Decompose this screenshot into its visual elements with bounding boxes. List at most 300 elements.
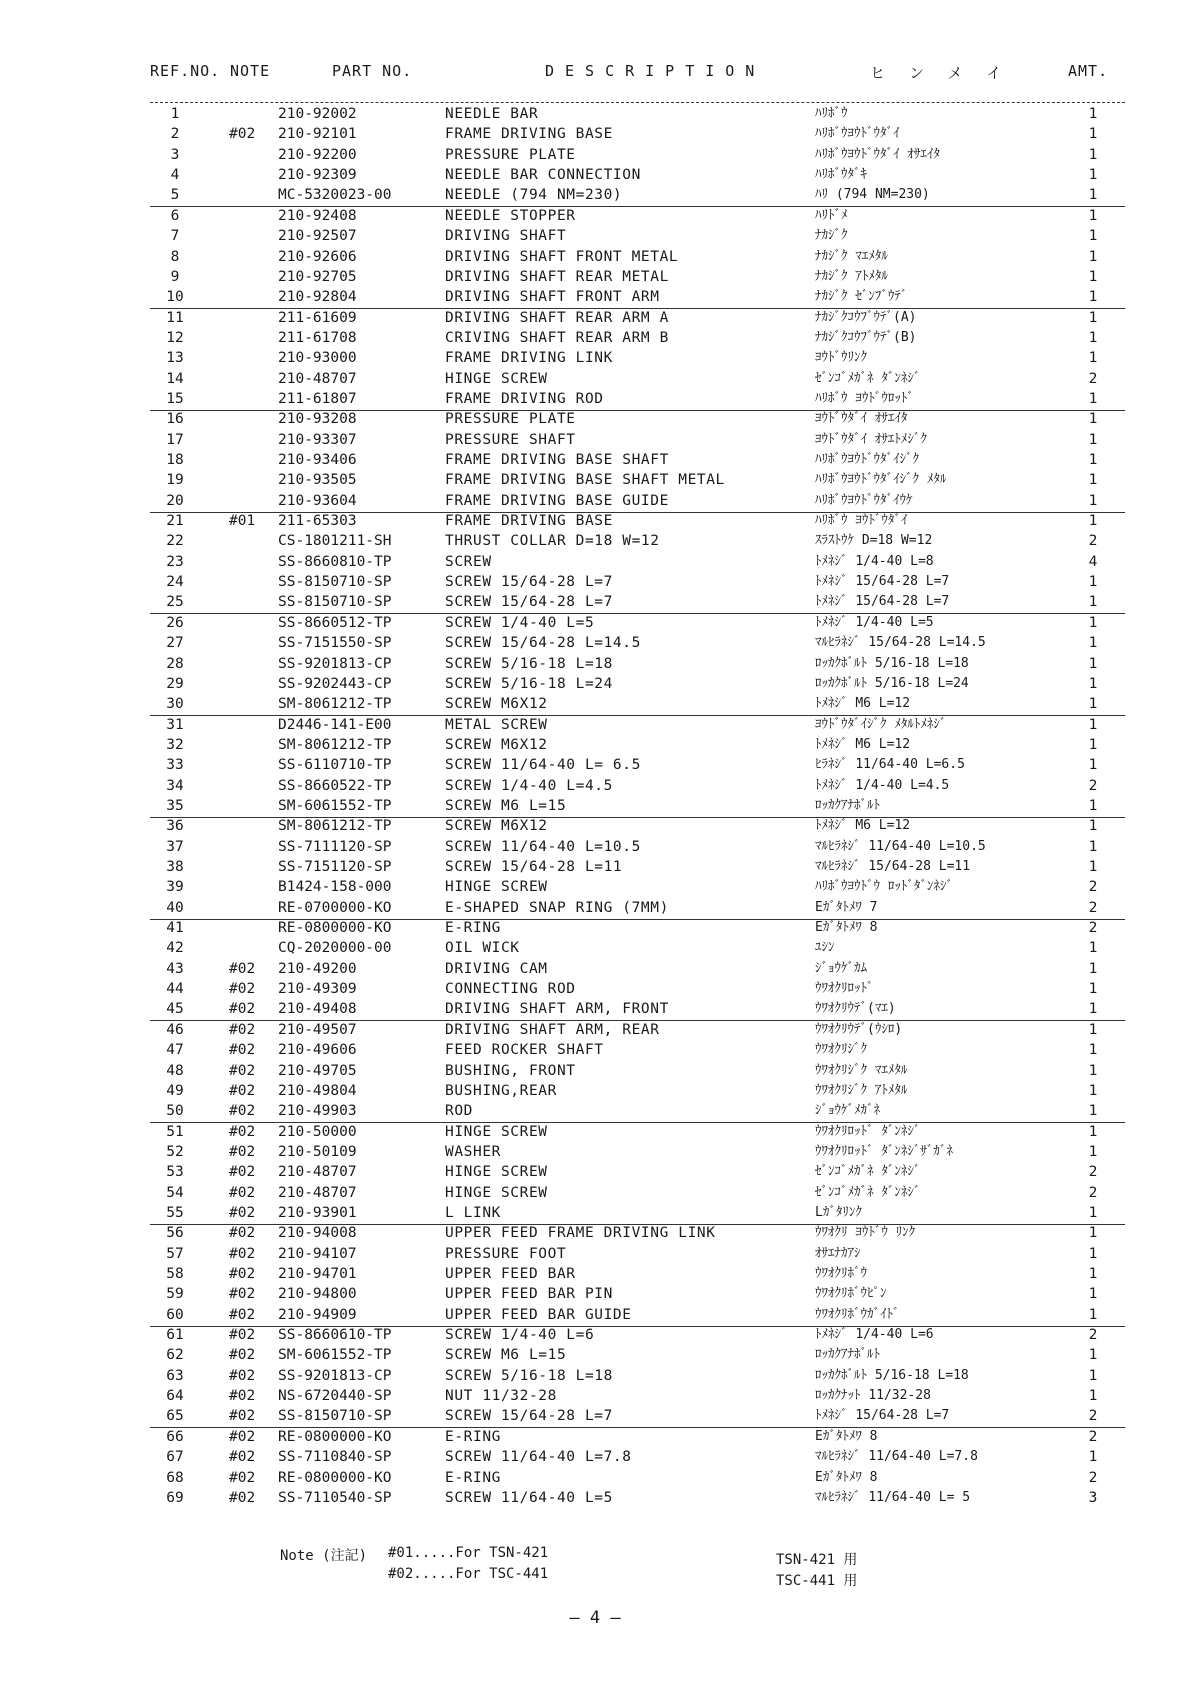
ref-no-cell: 50 <box>166 1103 184 1120</box>
ref-no-cell: 19 <box>166 472 184 489</box>
ref-no-cell: 58 <box>166 1266 184 1282</box>
table-row <box>0 959 1190 979</box>
description-cell: OIL WICK <box>445 940 520 957</box>
table-row <box>0 938 1190 958</box>
amt-cell: 1 <box>1088 228 1098 245</box>
kana-cell: ﾄﾒﾈｼﾞ M6 L=12 <box>815 818 911 834</box>
amt-cell: 1 <box>1088 1123 1098 1140</box>
description-cell: SCREW <box>445 553 492 570</box>
table-row <box>0 898 1190 918</box>
description-cell: SCREW M6 L=15 <box>445 797 567 814</box>
amt-cell: 1 <box>1088 1143 1098 1160</box>
kana-cell: ﾖｳﾄﾞｳﾀﾞｲ ｵｻｴｲﾀ <box>815 411 908 427</box>
note-cell: #02 <box>229 1164 256 1181</box>
part-no-cell: 210-93505 <box>278 472 357 489</box>
description-cell: FEED ROCKER SHAFT <box>445 1042 604 1059</box>
amt-cell: 1 <box>1088 1245 1098 1262</box>
note-jp-2: TSC-441 用 <box>776 1573 858 1589</box>
table-row <box>0 999 1190 1019</box>
amt-cell: 1 <box>1088 1306 1098 1323</box>
ref-no-cell: 37 <box>166 838 184 855</box>
description-cell: BUSHING,REAR <box>445 1082 557 1099</box>
table-row <box>0 1325 1190 1345</box>
part-no-cell: 210-49408 <box>278 1001 357 1018</box>
kana-cell: ﾏﾙﾋﾗﾈｼﾞ 11/64-40 L=7.8 <box>815 1449 978 1465</box>
amt-cell: 1 <box>1088 492 1098 509</box>
ref-no-cell: 3 <box>170 146 180 163</box>
ref-no-cell: 40 <box>166 899 184 916</box>
part-no-cell: SS-9201813-CP <box>278 1367 392 1384</box>
ref-no-cell: 43 <box>166 960 184 977</box>
table-row <box>0 796 1190 816</box>
amt-cell: 2 <box>1088 920 1098 936</box>
page-number: — 4 — <box>569 1608 621 1628</box>
kana-cell: Lｶﾞﾀﾘﾝｸ <box>815 1204 862 1220</box>
kana-cell: ﾄﾒﾈｼﾞ 15/64-28 L=7 <box>815 574 950 589</box>
ref-no-cell: 54 <box>166 1184 184 1201</box>
amt-cell: 1 <box>1088 1103 1098 1120</box>
amt-cell: 1 <box>1088 268 1098 285</box>
table-row <box>0 877 1190 897</box>
part-no-cell: SM-8061212-TP <box>278 696 392 713</box>
description-cell: NEEDLE BAR CONNECTION <box>445 167 641 184</box>
kana-cell: ﾊﾘﾎﾞｳﾀﾞｷ <box>815 167 867 183</box>
part-no-cell: 210-49705 <box>278 1062 357 1079</box>
amt-cell: 1 <box>1088 146 1098 163</box>
note-cell: #02 <box>229 1469 256 1486</box>
description-cell: UPPER FEED BAR <box>445 1266 576 1282</box>
table-row <box>0 308 1190 328</box>
description-cell: FRAME DRIVING BASE <box>445 513 613 529</box>
ref-no-cell: 21 <box>166 513 184 529</box>
table-row <box>0 979 1190 999</box>
kana-cell: ｳﾜｵｸﾘﾛｯﾄﾞ ﾀﾞﾝﾈｼﾞ <box>815 1123 921 1139</box>
kana-cell: ｳﾜｵｸﾘﾛｯﾄﾞ ﾀﾞﾝﾈｼﾞｻﾞｶﾞﾈ <box>815 1143 953 1159</box>
description-cell: DRIVING SHAFT REAR METAL <box>445 268 669 285</box>
note-line-2: #02.....For TSC-441 <box>388 1566 549 1582</box>
note-cell: #02 <box>229 960 256 977</box>
description-cell: E-RING <box>445 1428 501 1445</box>
table-row <box>0 654 1190 674</box>
description-cell: HINGE SCREW <box>445 1184 548 1201</box>
part-no-cell: 210-92804 <box>278 289 357 306</box>
ref-no-cell: 41 <box>166 920 184 936</box>
amt-cell: 1 <box>1088 452 1098 468</box>
table-row <box>0 633 1190 653</box>
ref-no-cell: 26 <box>166 614 184 631</box>
table-row <box>0 1264 1190 1284</box>
amt-cell: 1 <box>1088 1286 1098 1303</box>
part-no-cell: 210-92200 <box>278 146 357 163</box>
table-row <box>0 247 1190 267</box>
part-no-cell: SS-7151550-SP <box>278 635 392 652</box>
amt-cell: 1 <box>1088 167 1098 184</box>
amt-cell: 1 <box>1088 940 1098 957</box>
kana-cell: ｾﾞﾝｺﾞﾒｶﾞﾈ ﾀﾞﾝﾈｼﾞ <box>815 370 921 386</box>
ref-no-cell: 60 <box>166 1306 184 1323</box>
amt-cell: 1 <box>1088 981 1098 998</box>
amt-cell: 1 <box>1088 1367 1098 1384</box>
ref-no-cell: 12 <box>166 329 184 346</box>
part-no-cell: 210-49606 <box>278 1042 357 1059</box>
ref-no-cell: 23 <box>166 553 184 570</box>
description-cell: DRIVING SHAFT ARM, REAR <box>445 1021 660 1038</box>
ref-no-cell: 53 <box>166 1164 184 1181</box>
description-cell: CONNECTING ROD <box>445 981 576 998</box>
part-no-cell: SM-8061212-TP <box>278 818 392 835</box>
kana-cell: ｽﾗｽﾄｳｹ D=18 W=12 <box>815 533 933 549</box>
note-jp-1: TSN-421 用 <box>776 1552 858 1568</box>
part-no-cell: 210-48707 <box>278 1184 357 1201</box>
description-cell: SCREW 11/64-40 L=5 <box>445 1489 613 1506</box>
ref-no-cell: 42 <box>166 940 184 957</box>
part-no-cell: SS-8150710-SP <box>278 594 392 611</box>
description-cell: FRAME DRIVING ROD <box>445 390 604 407</box>
part-no-cell: 210-94909 <box>278 1306 357 1323</box>
table-row <box>0 206 1190 226</box>
description-cell: ROD <box>445 1103 473 1120</box>
header-part-no: PART NO. <box>332 62 413 80</box>
ref-no-cell: 48 <box>166 1062 184 1079</box>
amt-cell: 1 <box>1088 106 1098 122</box>
kana-cell: ﾏﾙﾋﾗﾈｼﾞ 11/64-40 L=10.5 <box>815 838 986 854</box>
description-cell: UPPER FEED FRAME DRIVING LINK <box>445 1225 716 1242</box>
table-row <box>0 287 1190 307</box>
amt-cell: 1 <box>1088 818 1098 835</box>
ref-no-cell: 28 <box>166 655 184 672</box>
ref-no-cell: 56 <box>166 1225 184 1242</box>
note-cell: #02 <box>229 1327 256 1343</box>
part-no-cell: RE-0800000-KO <box>278 920 392 936</box>
description-cell: E-SHAPED SNAP RING (7MM) <box>445 899 669 916</box>
ref-no-cell: 34 <box>166 777 184 794</box>
part-no-cell: 210-92606 <box>278 248 357 265</box>
kana-cell: ｳﾜｵｸﾘ ﾖｳﾄﾞｳ ﾘﾝｸ <box>815 1225 916 1241</box>
kana-cell: ｾﾞﾝｺﾞﾒｶﾞﾈ ﾀﾞﾝﾈｼﾞ <box>815 1184 921 1200</box>
kana-cell: ｳﾜｵｸﾘｼﾞｸ <box>815 1042 867 1058</box>
kana-cell: ﾄﾒﾈｼﾞ 1/4-40 L=8 <box>815 553 934 569</box>
part-no-cell: 210-93604 <box>278 492 357 509</box>
ref-no-cell: 68 <box>166 1469 184 1486</box>
description-cell: SCREW 15/64-28 L=7 <box>445 574 613 590</box>
description-cell: SCREW M6X12 <box>445 696 548 713</box>
kana-cell: ﾅｶｼﾞｸ ｾﾞﾝﾌﾞｳﾃﾞ <box>815 289 908 305</box>
ref-no-cell: 63 <box>166 1367 184 1384</box>
amt-cell: 2 <box>1088 777 1098 794</box>
ref-no-cell: 57 <box>166 1245 184 1262</box>
part-no-cell: SS-9201813-CP <box>278 655 392 672</box>
kana-cell: ﾅｶｼﾞｸ <box>815 228 848 244</box>
part-no-cell: 211-65303 <box>278 513 357 529</box>
kana-cell: ﾏﾙﾋﾗﾈｼﾞ 15/64-28 L=14.5 <box>815 635 986 651</box>
kana-cell: ﾏﾙﾋﾗﾈｼﾞ 15/64-28 L=11 <box>815 859 971 874</box>
note-cell: #02 <box>229 1367 256 1384</box>
amt-cell: 1 <box>1088 1062 1098 1079</box>
kana-cell: ﾊﾘﾄﾞﾒ <box>815 207 848 223</box>
part-no-cell: SS-7110840-SP <box>278 1449 392 1466</box>
ref-no-cell: 18 <box>166 452 184 468</box>
kana-cell: Eｶﾞﾀﾄﾒﾜ 8 <box>815 920 878 935</box>
part-no-cell: SS-8660610-TP <box>278 1327 392 1343</box>
description-cell: NEEDLE BAR <box>445 106 539 122</box>
description-cell: FRAME DRIVING BASE SHAFT METAL <box>445 472 725 489</box>
description-cell: WASHER <box>445 1143 501 1160</box>
amt-cell: 2 <box>1088 1327 1098 1343</box>
amt-cell: 1 <box>1088 675 1098 692</box>
note-cell: #02 <box>229 1245 256 1262</box>
table-row <box>0 1142 1190 1162</box>
table-row <box>0 1020 1190 1040</box>
table-row <box>0 592 1190 612</box>
kana-cell: ﾖｳﾄﾞｳﾘﾝｸ <box>815 350 867 366</box>
description-cell: SCREW 11/64-40 L=7.8 <box>445 1449 632 1466</box>
part-no-cell: NS-6720440-SP <box>278 1388 392 1405</box>
table-row <box>0 1284 1190 1304</box>
table-row <box>0 226 1190 246</box>
description-cell: FRAME DRIVING BASE <box>445 126 613 143</box>
description-cell: PRESSURE PLATE <box>445 146 576 163</box>
amt-cell: 1 <box>1088 431 1098 448</box>
description-cell: SCREW 1/4-40 L=5 <box>445 614 595 631</box>
table-row <box>0 369 1190 389</box>
table-row <box>0 735 1190 755</box>
description-cell: L LINK <box>445 1204 501 1221</box>
ref-no-cell: 52 <box>166 1143 184 1160</box>
description-cell: SCREW 15/64-28 L=7 <box>445 594 613 611</box>
ref-no-cell: 5 <box>170 187 180 204</box>
table-row <box>0 552 1190 572</box>
kana-cell: ﾖｳﾄﾞｳﾀﾞｲｼﾞｸ ﾒﾀﾙﾄﾒﾈｼﾞ <box>815 716 947 732</box>
description-cell: DRIVING SHAFT <box>445 228 567 245</box>
ref-no-cell: 25 <box>166 594 184 611</box>
kana-cell: ﾊﾘﾎﾞｳ ﾖｳﾄﾞｳﾛｯﾄﾞ <box>815 390 914 406</box>
note-line-1: #01.....For TSN-421 <box>388 1545 549 1561</box>
ref-no-cell: 20 <box>166 492 184 509</box>
kana-cell: ﾋﾗﾈｼﾞ 11/64-40 L=6.5 <box>815 757 965 773</box>
table-row <box>0 1447 1190 1467</box>
description-cell: SCREW 15/64-28 L=11 <box>445 859 623 875</box>
description-cell: HINGE SCREW <box>445 370 548 387</box>
description-cell: PRESSURE SHAFT <box>445 431 576 448</box>
table-row <box>0 267 1190 287</box>
ref-no-cell: 44 <box>166 981 184 998</box>
kana-cell: ｳﾜｵｸﾘｳﾃﾞ(ﾏｴ) <box>815 1001 896 1017</box>
ref-no-cell: 13 <box>166 350 184 367</box>
ref-no-cell: 46 <box>166 1021 184 1038</box>
note-cell: #02 <box>229 1428 256 1445</box>
ref-no-cell: 24 <box>166 574 184 590</box>
amt-cell: 1 <box>1088 696 1098 713</box>
header-ref-no: REF.NO. <box>150 62 221 80</box>
amt-cell: 2 <box>1088 533 1098 550</box>
note-cell: #02 <box>229 1408 256 1425</box>
table-row <box>0 1122 1190 1142</box>
part-no-cell: 210-48707 <box>278 1164 357 1181</box>
part-no-cell: 210-49507 <box>278 1021 357 1038</box>
table-row <box>0 389 1190 409</box>
description-cell: NEEDLE STOPPER <box>445 207 576 224</box>
table-row <box>0 857 1190 877</box>
table-row <box>0 1244 1190 1264</box>
ref-no-cell: 9 <box>170 268 180 285</box>
note-cell: #02 <box>229 1204 256 1221</box>
ref-no-cell: 14 <box>166 370 184 387</box>
amt-cell: 1 <box>1088 1204 1098 1221</box>
kana-cell: ﾛｯｶｸﾎﾞﾙﾄ 5/16-18 L=24 <box>815 675 969 691</box>
part-no-cell: B1424-158-000 <box>278 879 392 896</box>
part-no-cell: 210-92705 <box>278 268 357 285</box>
amt-cell: 2 <box>1088 1469 1098 1486</box>
description-cell: SCREW 5/16-18 L=18 <box>445 1367 613 1384</box>
part-no-cell: CS-1801211-SH <box>278 533 392 550</box>
kana-cell: ﾊﾘﾎﾞｳﾖｳﾄﾞｳ ﾛｯﾄﾞﾀﾞﾝﾈｼﾞ <box>815 879 953 895</box>
kana-cell: ﾊﾘﾎﾞｳﾖｳﾄﾞｳﾀﾞｲ <box>815 126 900 142</box>
part-no-cell: SS-8660512-TP <box>278 614 392 631</box>
table-row <box>0 1183 1190 1203</box>
amt-cell: 1 <box>1088 329 1098 346</box>
amt-cell: 1 <box>1088 207 1098 224</box>
amt-cell: 2 <box>1088 1184 1098 1201</box>
amt-cell: 1 <box>1088 594 1098 611</box>
description-cell: SCREW 15/64-28 L=7 <box>445 1408 613 1425</box>
ref-no-cell: 11 <box>166 309 184 326</box>
description-cell: E-RING <box>445 1469 501 1486</box>
kana-cell: ﾅｶｼﾞｸｺｳﾌﾞｳﾃﾞ(A) <box>815 309 917 325</box>
description-cell: NEEDLE (794 NM=230) <box>445 187 623 204</box>
kana-cell: ｳﾜｵｸﾘﾎﾞｳｶﾞｲﾄﾞ <box>815 1306 900 1322</box>
ref-no-cell: 7 <box>170 228 180 245</box>
description-cell: SCREW M6X12 <box>445 818 548 835</box>
description-cell: PRESSURE PLATE <box>445 411 576 428</box>
amt-cell: 1 <box>1088 574 1098 590</box>
amt-cell: 1 <box>1088 736 1098 753</box>
table-row <box>0 531 1190 551</box>
note-cell: #02 <box>229 1266 256 1282</box>
kana-cell: ﾊﾘ (794 NM=230) <box>815 187 930 203</box>
header-description: DESCRIPTION <box>545 62 766 80</box>
amt-cell: 4 <box>1088 553 1098 570</box>
table-row <box>0 1040 1190 1060</box>
ref-no-cell: 36 <box>166 818 184 835</box>
table-row <box>0 491 1190 511</box>
table-row <box>0 124 1190 144</box>
note-cell: #02 <box>229 1449 256 1466</box>
part-no-cell: 210-93406 <box>278 452 357 468</box>
table-row <box>0 1081 1190 1101</box>
part-no-cell: 210-50109 <box>278 1143 357 1160</box>
description-cell: DRIVING CAM <box>445 960 548 977</box>
kana-cell: ｳﾜｵｸﾘﾛｯﾄﾞ <box>815 981 874 997</box>
description-cell: UPPER FEED BAR PIN <box>445 1286 613 1303</box>
kana-cell: ｼﾞｮｳｹﾞﾒｶﾞﾈ <box>815 1103 880 1119</box>
amt-cell: 1 <box>1088 1388 1098 1405</box>
part-no-cell: 210-94701 <box>278 1266 357 1282</box>
amt-cell: 1 <box>1088 960 1098 977</box>
part-no-cell: SS-8150710-SP <box>278 1408 392 1425</box>
part-no-cell: 210-92408 <box>278 207 357 224</box>
table-row <box>0 918 1190 938</box>
ref-no-cell: 15 <box>166 390 184 407</box>
note-cell: #02 <box>229 1388 256 1405</box>
amt-cell: 1 <box>1088 472 1098 489</box>
amt-cell: 3 <box>1088 1489 1098 1506</box>
table-row <box>0 145 1190 165</box>
ref-no-cell: 67 <box>166 1449 184 1466</box>
part-no-cell: 210-94107 <box>278 1245 357 1262</box>
amt-cell: 1 <box>1088 411 1098 428</box>
amt-cell: 1 <box>1088 1347 1098 1364</box>
description-cell: SCREW 5/16-18 L=18 <box>445 655 613 672</box>
note-cell: #02 <box>229 1184 256 1201</box>
table-row <box>0 185 1190 205</box>
kana-cell: ﾊﾘﾎﾞｳﾖｳﾄﾞｳﾀﾞｲ ｵｻｴｲﾀ <box>815 146 940 162</box>
part-no-cell: SS-7111120-SP <box>278 838 392 855</box>
kana-cell: ﾛｯｶｸﾎﾞﾙﾄ 5/16-18 L=18 <box>815 655 969 671</box>
ref-no-cell: 66 <box>166 1428 184 1445</box>
ref-no-cell: 47 <box>166 1042 184 1059</box>
part-no-cell: CQ-2020000-00 <box>278 940 392 957</box>
part-no-cell: 210-94008 <box>278 1225 357 1242</box>
description-cell: BUSHING, FRONT <box>445 1062 576 1079</box>
table-row <box>0 1305 1190 1325</box>
amt-cell: 1 <box>1088 1266 1098 1282</box>
description-cell: DRIVING SHAFT FRONT ARM <box>445 289 660 306</box>
part-no-cell: SS-8150710-SP <box>278 574 392 590</box>
ref-no-cell: 62 <box>166 1347 184 1364</box>
ref-no-cell: 55 <box>166 1204 184 1221</box>
amt-cell: 1 <box>1088 390 1098 407</box>
description-cell: THRUST COLLAR D=18 W=12 <box>445 533 660 550</box>
kana-cell: ｳﾜｵｸﾘｳﾃﾞ(ｳｼﾛ) <box>815 1021 903 1037</box>
amt-cell: 2 <box>1088 1164 1098 1181</box>
kana-cell: ﾄﾒﾈｼﾞ M6 L=12 <box>815 736 911 752</box>
part-no-cell: SS-6110710-TP <box>278 757 392 774</box>
kana-cell: ﾅｶｼﾞｸ ﾏｴﾒﾀﾙ <box>815 248 888 264</box>
kana-cell: ﾄﾒﾈｼﾞ 1/4-40 L=5 <box>815 614 934 630</box>
description-cell: FRAME DRIVING BASE GUIDE <box>445 492 669 509</box>
table-row <box>0 776 1190 796</box>
table-row <box>0 1203 1190 1223</box>
kana-cell: ﾛｯｶｸｱﾅﾎﾞﾙﾄ <box>815 797 880 813</box>
table-row <box>0 715 1190 735</box>
part-no-cell: 210-49804 <box>278 1082 357 1099</box>
amt-cell: 2 <box>1088 899 1098 916</box>
note-cell: #02 <box>229 1103 256 1120</box>
part-no-cell: 210-49309 <box>278 981 357 998</box>
kana-cell: Eｶﾞﾀﾄﾒﾜ 7 <box>815 899 878 915</box>
note-label: Note (注記) <box>280 1548 368 1564</box>
part-no-cell: 210-50000 <box>278 1123 357 1140</box>
table-row <box>0 328 1190 348</box>
header-note: NOTE <box>230 62 271 80</box>
table-row <box>0 348 1190 368</box>
part-no-cell: 210-93901 <box>278 1204 357 1221</box>
table-row <box>0 816 1190 836</box>
table-row <box>0 430 1190 450</box>
part-no-cell: 211-61807 <box>278 390 357 407</box>
ref-no-cell: 32 <box>166 736 184 753</box>
table-row <box>0 450 1190 470</box>
ref-no-cell: 33 <box>166 757 184 774</box>
part-no-cell: 210-92309 <box>278 167 357 184</box>
table-row <box>0 1345 1190 1365</box>
ref-no-cell: 64 <box>166 1388 184 1405</box>
kana-cell: ﾊﾘﾎﾞｳﾖｳﾄﾞｳﾀﾞｲｳｹ <box>815 492 913 508</box>
kana-cell: ｳﾜｵｸﾘﾎﾞｳﾋﾟﾝ <box>815 1286 887 1302</box>
ref-no-cell: 31 <box>166 716 184 733</box>
table-row <box>0 837 1190 857</box>
kana-cell: ﾅｶｼﾞｸ ｱﾄﾒﾀﾙ <box>815 268 888 284</box>
